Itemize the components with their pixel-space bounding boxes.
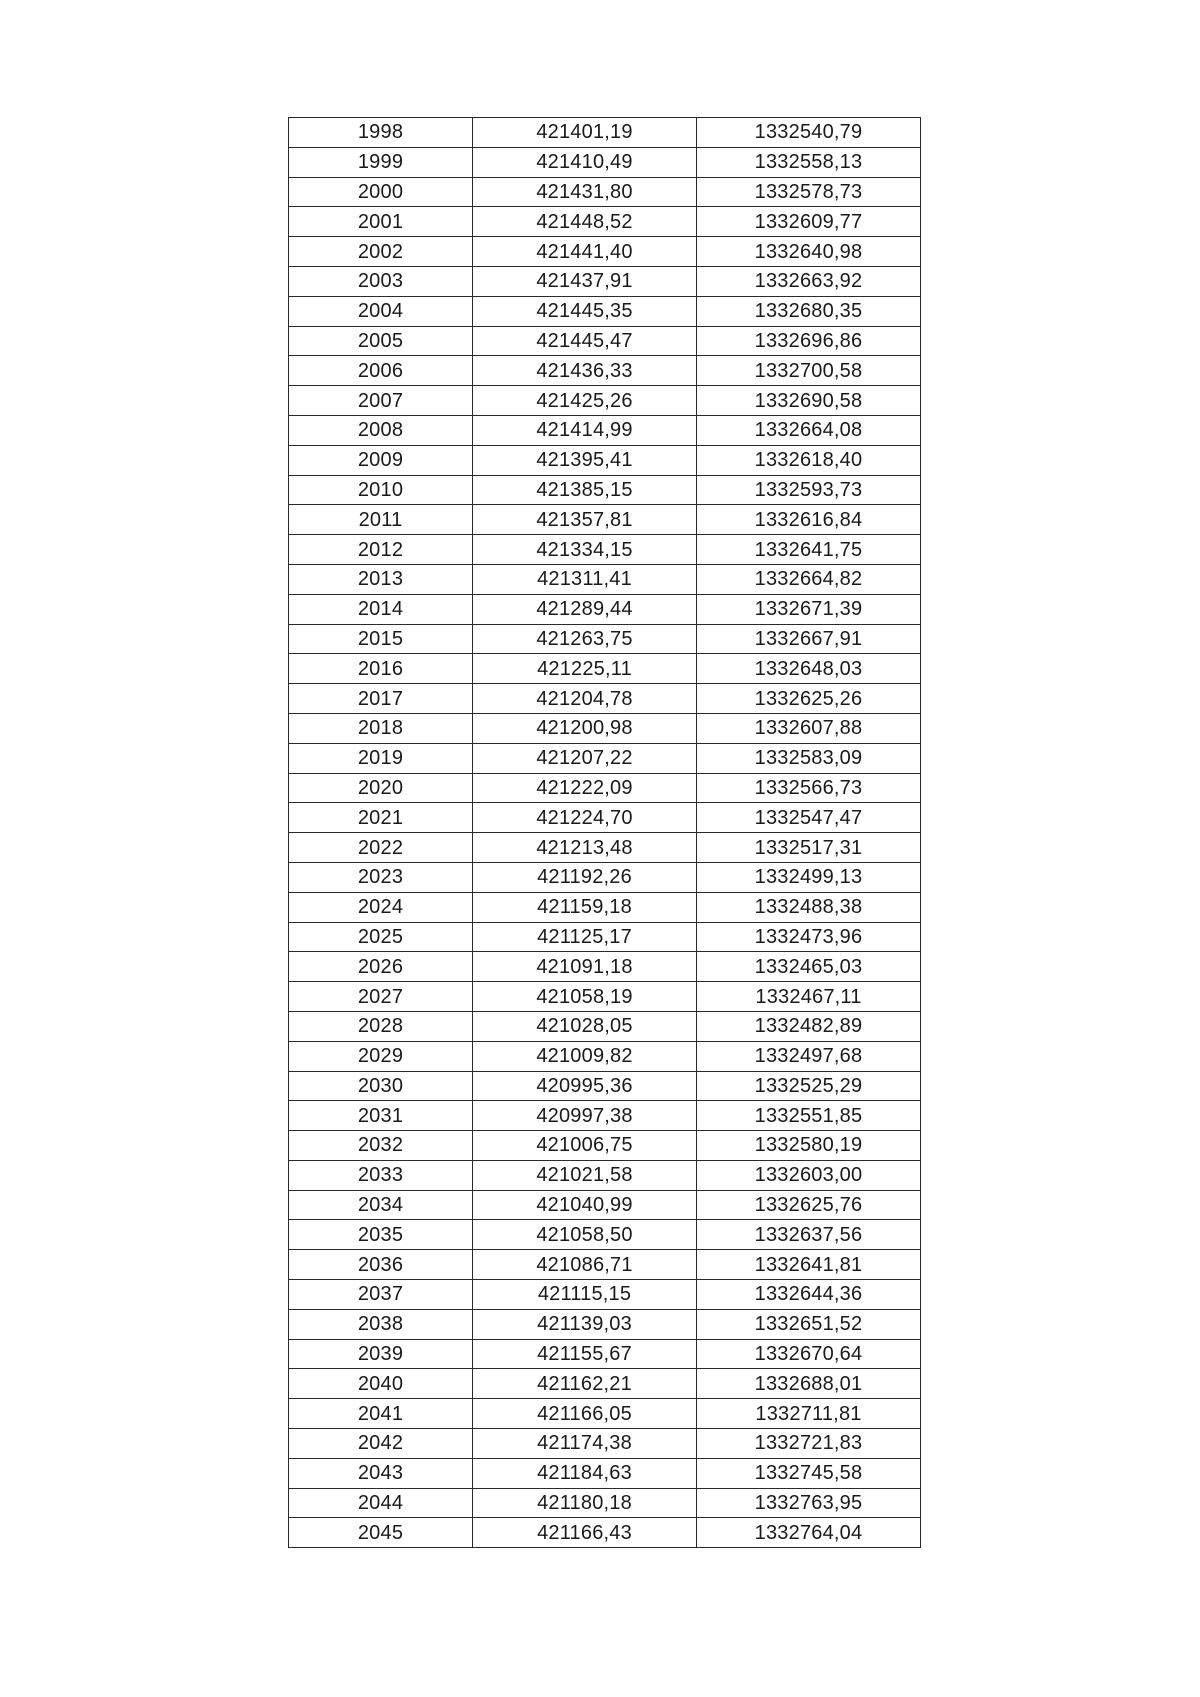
x-coordinate-cell: 421385,15	[473, 475, 697, 505]
y-coordinate-cell: 1332551,85	[697, 1101, 921, 1131]
point-number-cell: 2034	[289, 1190, 473, 1220]
table-row	[289, 833, 921, 863]
x-coordinate-cell: 421159,18	[473, 892, 697, 922]
point-number-cell: 2012	[289, 535, 473, 565]
point-number-cell: 2013	[289, 564, 473, 594]
x-coordinate-cell: 420997,38	[473, 1101, 697, 1131]
table-row	[289, 1369, 921, 1399]
y-coordinate-cell: 1332648,03	[697, 654, 921, 684]
table-row	[289, 1518, 921, 1548]
y-coordinate-cell: 1332680,35	[697, 296, 921, 326]
table-row	[289, 415, 921, 445]
x-coordinate-cell: 421192,26	[473, 862, 697, 892]
x-coordinate-cell: 421174,38	[473, 1429, 697, 1459]
y-coordinate-cell: 1332603,00	[697, 1160, 921, 1190]
table-row	[289, 654, 921, 684]
y-coordinate-cell: 1332467,11	[697, 982, 921, 1012]
table-row	[289, 177, 921, 207]
y-coordinate-cell: 1332663,92	[697, 266, 921, 296]
x-coordinate-cell: 421437,91	[473, 266, 697, 296]
table-row	[289, 862, 921, 892]
x-coordinate-cell: 421009,82	[473, 1041, 697, 1071]
y-coordinate-cell: 1332764,04	[697, 1518, 921, 1548]
table-row	[289, 237, 921, 267]
point-number-cell: 2006	[289, 356, 473, 386]
x-coordinate-cell: 421425,26	[473, 386, 697, 416]
y-coordinate-cell: 1332465,03	[697, 952, 921, 982]
point-number-cell: 2015	[289, 624, 473, 654]
table-row	[289, 118, 921, 148]
y-coordinate-cell: 1332540,79	[697, 118, 921, 148]
table-row	[289, 1280, 921, 1310]
point-number-cell: 2003	[289, 266, 473, 296]
y-coordinate-cell: 1332497,68	[697, 1041, 921, 1071]
y-coordinate-cell: 1332644,36	[697, 1280, 921, 1310]
point-number-cell: 2021	[289, 803, 473, 833]
y-coordinate-cell: 1332667,91	[697, 624, 921, 654]
table-body	[289, 118, 921, 1548]
table-row	[289, 326, 921, 356]
x-coordinate-cell: 421410,49	[473, 147, 697, 177]
point-number-cell: 2027	[289, 982, 473, 1012]
table-row	[289, 713, 921, 743]
table-row	[289, 207, 921, 237]
point-number-cell: 2037	[289, 1280, 473, 1310]
point-number-cell: 2017	[289, 684, 473, 714]
table-row	[289, 296, 921, 326]
x-coordinate-cell: 421091,18	[473, 952, 697, 982]
y-coordinate-cell: 1332700,58	[697, 356, 921, 386]
point-number-cell: 2005	[289, 326, 473, 356]
y-coordinate-cell: 1332473,96	[697, 922, 921, 952]
table-row	[289, 147, 921, 177]
table-row	[289, 1488, 921, 1518]
y-coordinate-cell: 1332637,56	[697, 1220, 921, 1250]
point-number-cell: 2040	[289, 1369, 473, 1399]
y-coordinate-cell: 1332488,38	[697, 892, 921, 922]
point-number-cell: 2043	[289, 1458, 473, 1488]
x-coordinate-cell: 421289,44	[473, 594, 697, 624]
y-coordinate-cell: 1332696,86	[697, 326, 921, 356]
y-coordinate-cell: 1332711,81	[697, 1399, 921, 1429]
y-coordinate-cell: 1332688,01	[697, 1369, 921, 1399]
y-coordinate-cell: 1332609,77	[697, 207, 921, 237]
x-coordinate-cell: 421125,17	[473, 922, 697, 952]
x-coordinate-cell: 421086,71	[473, 1250, 697, 1280]
y-coordinate-cell: 1332671,39	[697, 594, 921, 624]
x-coordinate-cell: 421225,11	[473, 654, 697, 684]
y-coordinate-cell: 1332641,75	[697, 535, 921, 565]
point-number-cell: 2010	[289, 475, 473, 505]
y-coordinate-cell: 1332547,47	[697, 803, 921, 833]
x-coordinate-cell: 421155,67	[473, 1339, 697, 1369]
x-coordinate-cell: 421166,05	[473, 1399, 697, 1429]
table-row	[289, 773, 921, 803]
x-coordinate-cell: 421058,19	[473, 982, 697, 1012]
table-row	[289, 1399, 921, 1429]
table-row	[289, 356, 921, 386]
table-row	[289, 1220, 921, 1250]
x-coordinate-cell: 421311,41	[473, 564, 697, 594]
y-coordinate-cell: 1332583,09	[697, 743, 921, 773]
table-row	[289, 1101, 921, 1131]
point-number-cell: 2002	[289, 237, 473, 267]
x-coordinate-cell: 421263,75	[473, 624, 697, 654]
point-number-cell: 2032	[289, 1131, 473, 1161]
table-row	[289, 1131, 921, 1161]
x-coordinate-cell: 421431,80	[473, 177, 697, 207]
x-coordinate-cell: 421445,47	[473, 326, 697, 356]
y-coordinate-cell: 1332745,58	[697, 1458, 921, 1488]
x-coordinate-cell: 421357,81	[473, 505, 697, 535]
point-number-cell: 2001	[289, 207, 473, 237]
table-row	[289, 1458, 921, 1488]
x-coordinate-cell: 421040,99	[473, 1190, 697, 1220]
x-coordinate-cell: 421058,50	[473, 1220, 697, 1250]
table-row	[289, 892, 921, 922]
x-coordinate-cell: 421222,09	[473, 773, 697, 803]
y-coordinate-cell: 1332578,73	[697, 177, 921, 207]
y-coordinate-cell: 1332625,76	[697, 1190, 921, 1220]
x-coordinate-cell: 421448,52	[473, 207, 697, 237]
point-number-cell: 2009	[289, 445, 473, 475]
y-coordinate-cell: 1332690,58	[697, 386, 921, 416]
point-number-cell: 2016	[289, 654, 473, 684]
table-row	[289, 505, 921, 535]
y-coordinate-cell: 1332580,19	[697, 1131, 921, 1161]
x-coordinate-cell: 421224,70	[473, 803, 697, 833]
coordinate-table	[288, 117, 921, 1548]
point-number-cell: 2026	[289, 952, 473, 982]
point-number-cell: 2019	[289, 743, 473, 773]
y-coordinate-cell: 1332593,73	[697, 475, 921, 505]
point-number-cell: 2008	[289, 415, 473, 445]
table-row	[289, 445, 921, 475]
x-coordinate-cell: 421021,58	[473, 1160, 697, 1190]
table-row	[289, 684, 921, 714]
y-coordinate-cell: 1332482,89	[697, 1011, 921, 1041]
y-coordinate-cell: 1332616,84	[697, 505, 921, 535]
point-number-cell: 2023	[289, 862, 473, 892]
table-row	[289, 1429, 921, 1459]
x-coordinate-cell: 421401,19	[473, 118, 697, 148]
x-coordinate-cell: 421184,63	[473, 1458, 697, 1488]
point-number-cell: 2029	[289, 1041, 473, 1071]
y-coordinate-cell: 1332763,95	[697, 1488, 921, 1518]
x-coordinate-cell: 421395,41	[473, 445, 697, 475]
table-row	[289, 743, 921, 773]
table-row	[289, 1041, 921, 1071]
x-coordinate-cell: 421414,99	[473, 415, 697, 445]
table-row	[289, 922, 921, 952]
table-row	[289, 1160, 921, 1190]
table-row	[289, 1071, 921, 1101]
x-coordinate-cell: 420995,36	[473, 1071, 697, 1101]
x-coordinate-cell: 421139,03	[473, 1309, 697, 1339]
point-number-cell: 2045	[289, 1518, 473, 1548]
point-number-cell: 2039	[289, 1339, 473, 1369]
table-row	[289, 1309, 921, 1339]
x-coordinate-cell: 421204,78	[473, 684, 697, 714]
table-row	[289, 982, 921, 1012]
table-row	[289, 266, 921, 296]
table-row	[289, 624, 921, 654]
x-coordinate-cell: 421028,05	[473, 1011, 697, 1041]
y-coordinate-cell: 1332641,81	[697, 1250, 921, 1280]
table-row	[289, 475, 921, 505]
point-number-cell: 2028	[289, 1011, 473, 1041]
y-coordinate-cell: 1332670,64	[697, 1339, 921, 1369]
point-number-cell: 2022	[289, 833, 473, 863]
point-number-cell: 2004	[289, 296, 473, 326]
point-number-cell: 2035	[289, 1220, 473, 1250]
table-row	[289, 1011, 921, 1041]
point-number-cell: 2011	[289, 505, 473, 535]
x-coordinate-cell: 421006,75	[473, 1131, 697, 1161]
x-coordinate-cell: 421162,21	[473, 1369, 697, 1399]
y-coordinate-cell: 1332664,08	[697, 415, 921, 445]
x-coordinate-cell: 421445,35	[473, 296, 697, 326]
point-number-cell: 2000	[289, 177, 473, 207]
y-coordinate-cell: 1332499,13	[697, 862, 921, 892]
x-coordinate-cell: 421166,43	[473, 1518, 697, 1548]
point-number-cell: 1998	[289, 118, 473, 148]
table-row	[289, 1250, 921, 1280]
point-number-cell: 2018	[289, 713, 473, 743]
table-row	[289, 535, 921, 565]
table-row	[289, 952, 921, 982]
y-coordinate-cell: 1332517,31	[697, 833, 921, 863]
y-coordinate-cell: 1332607,88	[697, 713, 921, 743]
point-number-cell: 2024	[289, 892, 473, 922]
table-row	[289, 594, 921, 624]
point-number-cell: 2007	[289, 386, 473, 416]
point-number-cell: 2033	[289, 1160, 473, 1190]
point-number-cell: 1999	[289, 147, 473, 177]
table-row	[289, 803, 921, 833]
table-row	[289, 1190, 921, 1220]
point-number-cell: 2030	[289, 1071, 473, 1101]
point-number-cell: 2014	[289, 594, 473, 624]
point-number-cell: 2041	[289, 1399, 473, 1429]
x-coordinate-cell: 421180,18	[473, 1488, 697, 1518]
point-number-cell: 2044	[289, 1488, 473, 1518]
x-coordinate-cell: 421334,15	[473, 535, 697, 565]
x-coordinate-cell: 421207,22	[473, 743, 697, 773]
y-coordinate-cell: 1332558,13	[697, 147, 921, 177]
point-number-cell: 2036	[289, 1250, 473, 1280]
y-coordinate-cell: 1332625,26	[697, 684, 921, 714]
point-number-cell: 2042	[289, 1429, 473, 1459]
x-coordinate-cell: 421115,15	[473, 1280, 697, 1310]
y-coordinate-cell: 1332525,29	[697, 1071, 921, 1101]
point-number-cell: 2038	[289, 1309, 473, 1339]
y-coordinate-cell: 1332721,83	[697, 1429, 921, 1459]
point-number-cell: 2031	[289, 1101, 473, 1131]
table-row	[289, 386, 921, 416]
y-coordinate-cell: 1332640,98	[697, 237, 921, 267]
x-coordinate-cell: 421213,48	[473, 833, 697, 863]
y-coordinate-cell: 1332618,40	[697, 445, 921, 475]
x-coordinate-cell: 421200,98	[473, 713, 697, 743]
y-coordinate-cell: 1332664,82	[697, 564, 921, 594]
y-coordinate-cell: 1332566,73	[697, 773, 921, 803]
table-row	[289, 564, 921, 594]
point-number-cell: 2025	[289, 922, 473, 952]
x-coordinate-cell: 421436,33	[473, 356, 697, 386]
point-number-cell: 2020	[289, 773, 473, 803]
table-row	[289, 1339, 921, 1369]
y-coordinate-cell: 1332651,52	[697, 1309, 921, 1339]
x-coordinate-cell: 421441,40	[473, 237, 697, 267]
